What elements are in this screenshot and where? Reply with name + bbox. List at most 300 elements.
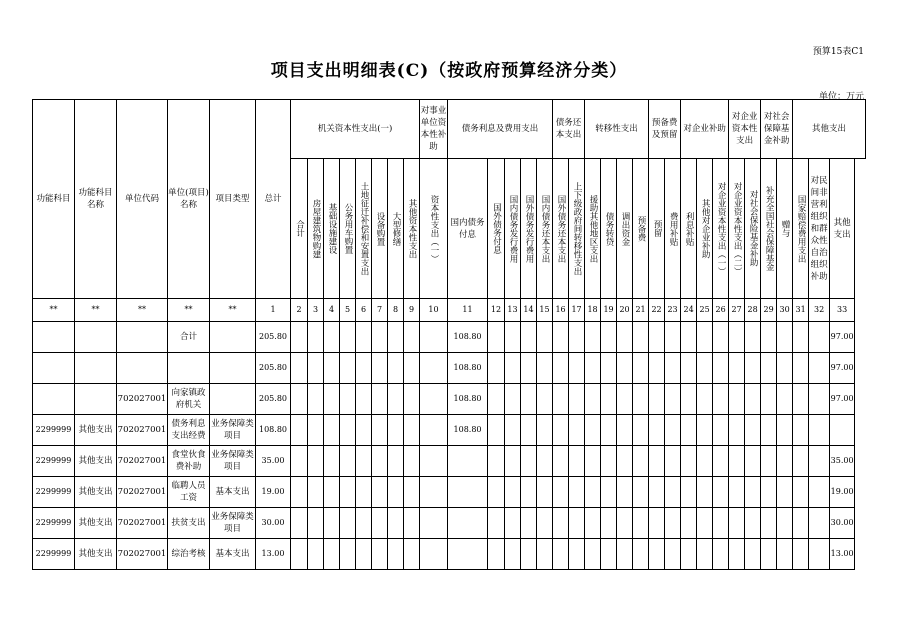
- index-cell: 26: [713, 299, 729, 322]
- cell-func-subject: [33, 322, 75, 353]
- header-c23: 费用补贴: [665, 159, 681, 299]
- cell-c16: [553, 384, 569, 415]
- cell-c28: [745, 477, 761, 508]
- index-cell: **: [33, 299, 75, 322]
- cell-c30: [777, 477, 793, 508]
- cell-project-type: [210, 353, 256, 384]
- cell-c13: [505, 384, 521, 415]
- cell-c31: [793, 384, 809, 415]
- cell-c25: [697, 508, 713, 539]
- cell-c2: [291, 508, 308, 539]
- cell-total: 108.80: [256, 415, 291, 446]
- cell-c28: [745, 353, 761, 384]
- cell-c19: [601, 353, 617, 384]
- cell-unit-project-name: 食堂伙食费补助: [168, 446, 210, 477]
- header-c31: 国家赔偿费用支出: [793, 159, 809, 299]
- cell-c31: [793, 353, 809, 384]
- cell-c33: 30.00: [830, 508, 855, 539]
- header-func-subject-name: 功能科目名称: [75, 100, 117, 299]
- cell-c9: [404, 508, 420, 539]
- cell-c13: [505, 477, 521, 508]
- cell-c24: [681, 446, 697, 477]
- cell-unit-project-name: 综治考核: [168, 539, 210, 570]
- header-group-reserve: 预备费及预留: [649, 100, 681, 159]
- index-cell: 16: [553, 299, 569, 322]
- cell-func-subject: 2299999: [33, 539, 75, 570]
- index-cell: 19: [601, 299, 617, 322]
- header-project-type: 项目类型: [210, 100, 256, 299]
- cell-c2: [291, 446, 308, 477]
- cell-c6: [356, 322, 372, 353]
- cell-c33: 97.00: [830, 353, 855, 384]
- cell-c17: [569, 539, 585, 570]
- cell-c24: [681, 508, 697, 539]
- cell-c31: [793, 508, 809, 539]
- cell-total: 19.00: [256, 477, 291, 508]
- header-group-debt-interest: 债务利息及费用支出: [448, 100, 553, 159]
- cell-c21: [633, 508, 649, 539]
- header-c22: 预留: [649, 159, 665, 299]
- cell-c28: [745, 322, 761, 353]
- header-group-enterprise-capital: 对企业资本性支出: [729, 100, 761, 159]
- cell-c5: [340, 539, 356, 570]
- cell-c17: [569, 477, 585, 508]
- cell-c30: [777, 415, 793, 446]
- cell-c10: [420, 539, 448, 570]
- cell-c15: [537, 353, 553, 384]
- index-cell: 17: [569, 299, 585, 322]
- header-c24: 利息补贴: [681, 159, 697, 299]
- cell-c10: [420, 446, 448, 477]
- cell-c11: [448, 508, 488, 539]
- cell-c8: [388, 384, 404, 415]
- index-cell: 29: [761, 299, 777, 322]
- cell-total: 13.00: [256, 539, 291, 570]
- cell-c10: [420, 384, 448, 415]
- cell-c27: [729, 415, 745, 446]
- cell-c31: [793, 477, 809, 508]
- header-total: 总计: [256, 100, 291, 299]
- cell-c33: 19.00: [830, 477, 855, 508]
- cell-c2: [291, 322, 308, 353]
- cell-c9: [404, 539, 420, 570]
- cell-c15: [537, 539, 553, 570]
- cell-c29: [761, 539, 777, 570]
- cell-unit-code: [117, 322, 168, 353]
- cell-c7: [372, 508, 388, 539]
- cell-c19: [601, 446, 617, 477]
- cell-c7: [372, 415, 388, 446]
- cell-c23: [665, 539, 681, 570]
- cell-c30: [777, 539, 793, 570]
- cell-c22: [649, 539, 665, 570]
- cell-c3: [308, 322, 324, 353]
- header-c20: 调出资金: [617, 159, 633, 299]
- cell-c2: [291, 415, 308, 446]
- header-c6: 土地征迁补偿和安置支出: [356, 159, 372, 299]
- cell-c5: [340, 353, 356, 384]
- cell-c24: [681, 384, 697, 415]
- cell-c18: [585, 384, 601, 415]
- cell-c13: [505, 446, 521, 477]
- cell-c9: [404, 415, 420, 446]
- index-cell: 22: [649, 299, 665, 322]
- cell-c14: [521, 508, 537, 539]
- cell-c24: [681, 353, 697, 384]
- cell-c32: [809, 539, 830, 570]
- cell-c18: [585, 415, 601, 446]
- cell-c28: [745, 508, 761, 539]
- index-cell: 18: [585, 299, 601, 322]
- header-group-public-institution: 对事业单位资本性补助: [420, 100, 448, 159]
- header-c21: 预备费: [633, 159, 649, 299]
- cell-c14: [521, 477, 537, 508]
- cell-c32: [809, 415, 830, 446]
- cell-c6: [356, 384, 372, 415]
- cell-c27: [729, 477, 745, 508]
- header-c19: 债务转贷: [601, 159, 617, 299]
- cell-c10: [420, 508, 448, 539]
- index-cell: 20: [617, 299, 633, 322]
- header-c18: 援助其他地区支出: [585, 159, 601, 299]
- cell-c32: [809, 446, 830, 477]
- cell-c29: [761, 384, 777, 415]
- cell-c20: [617, 477, 633, 508]
- cell-c18: [585, 508, 601, 539]
- cell-c8: [388, 508, 404, 539]
- cell-c15: [537, 446, 553, 477]
- cell-c9: [404, 446, 420, 477]
- cell-c19: [601, 322, 617, 353]
- header-c3: 房屋建筑物购建: [308, 159, 324, 299]
- table-row: [33, 415, 866, 446]
- cell-total: 35.00: [256, 446, 291, 477]
- cell-c15: [537, 384, 553, 415]
- cell-func-subject: [33, 353, 75, 384]
- cell-c19: [601, 384, 617, 415]
- cell-c23: [665, 415, 681, 446]
- cell-c4: [324, 508, 340, 539]
- header-c13: 国内债务发行费用: [505, 159, 521, 299]
- cell-c20: [617, 415, 633, 446]
- table-row: [33, 508, 866, 539]
- cell-c24: [681, 322, 697, 353]
- cell-c16: [553, 446, 569, 477]
- cell-c13: [505, 415, 521, 446]
- cell-c15: [537, 322, 553, 353]
- cell-c14: [521, 322, 537, 353]
- cell-c4: [324, 384, 340, 415]
- cell-c12: [488, 415, 505, 446]
- cell-c6: [356, 508, 372, 539]
- cell-c19: [601, 477, 617, 508]
- cell-c17: [569, 384, 585, 415]
- cell-c21: [633, 384, 649, 415]
- cell-c12: [488, 508, 505, 539]
- cell-c27: [729, 322, 745, 353]
- cell-c33: 97.00: [830, 322, 855, 353]
- cell-c25: [697, 384, 713, 415]
- cell-project-type: 业务保障类项目: [210, 508, 256, 539]
- cell-c33: [830, 415, 855, 446]
- cell-c26: [713, 539, 729, 570]
- header-c16: 国外债务还本支出: [553, 159, 569, 299]
- cell-project-type: [210, 384, 256, 415]
- page-title: 项目支出明细表(C)（按政府预算经济分类）: [270, 61, 628, 81]
- cell-c33: 35.00: [830, 446, 855, 477]
- cell-c5: [340, 322, 356, 353]
- cell-c4: [324, 415, 340, 446]
- header-c25: 其他对企业补助: [697, 159, 713, 299]
- cell-c17: [569, 446, 585, 477]
- cell-func-subject: 2299999: [33, 508, 75, 539]
- cell-unit-project-name: 临聘人员工资: [168, 477, 210, 508]
- cell-c32: [809, 508, 830, 539]
- cell-c4: [324, 477, 340, 508]
- cell-c24: [681, 415, 697, 446]
- cell-c16: [553, 539, 569, 570]
- cell-c30: [777, 508, 793, 539]
- cell-c3: [308, 384, 324, 415]
- header-c17: 上下级政府间转移性支出: [569, 159, 585, 299]
- cell-c9: [404, 384, 420, 415]
- cell-c11: [448, 477, 488, 508]
- cell-c20: [617, 384, 633, 415]
- cell-unit-project-name: 债务利息支出经费: [168, 415, 210, 446]
- cell-c11: [448, 446, 488, 477]
- cell-c10: [420, 353, 448, 384]
- index-row: [33, 299, 866, 322]
- cell-c2: [291, 539, 308, 570]
- cell-c29: [761, 477, 777, 508]
- cell-unit-project-name: 扶贫支出: [168, 508, 210, 539]
- cell-c7: [372, 322, 388, 353]
- cell-unit-code: 702027001: [117, 477, 168, 508]
- cell-c20: [617, 539, 633, 570]
- cell-c23: [665, 477, 681, 508]
- index-cell: 21: [633, 299, 649, 322]
- cell-c12: [488, 539, 505, 570]
- cell-c27: [729, 508, 745, 539]
- cell-c21: [633, 539, 649, 570]
- index-cell: 5: [340, 299, 356, 322]
- index-cell: **: [168, 299, 210, 322]
- cell-c4: [324, 446, 340, 477]
- header-c8: 大型修缮: [388, 159, 404, 299]
- cell-c19: [601, 415, 617, 446]
- unit-label: 单位：万元: [818, 92, 864, 102]
- cell-c18: [585, 322, 601, 353]
- cell-c10: [420, 415, 448, 446]
- header-c15: 国内债务还本支出: [537, 159, 553, 299]
- cell-c14: [521, 539, 537, 570]
- header-c27: 对企业资本性支出（二）: [729, 159, 745, 299]
- header-c9: 其他资本性支出: [404, 159, 420, 299]
- header-c11: 国内债务付息: [448, 159, 488, 299]
- cell-total: 205.80: [256, 353, 291, 384]
- cell-c24: [681, 477, 697, 508]
- cell-project-type: 业务保障类项目: [210, 446, 256, 477]
- cell-c16: [553, 353, 569, 384]
- header-group-transfer: 转移性支出: [585, 100, 649, 159]
- cell-c26: [713, 477, 729, 508]
- cell-c26: [713, 508, 729, 539]
- cell-c15: [537, 477, 553, 508]
- cell-unit-code: 702027001: [117, 446, 168, 477]
- cell-c20: [617, 508, 633, 539]
- cell-c5: [340, 415, 356, 446]
- cell-c23: [665, 322, 681, 353]
- cell-c18: [585, 446, 601, 477]
- cell-c13: [505, 508, 521, 539]
- cell-c20: [617, 446, 633, 477]
- index-cell: 33: [830, 299, 855, 322]
- cell-c25: [697, 322, 713, 353]
- header-group-enterprise-subsidy: 对企业补助: [681, 100, 729, 159]
- cell-c29: [761, 508, 777, 539]
- cell-c12: [488, 446, 505, 477]
- cell-c33: 13.00: [830, 539, 855, 570]
- header-c32: 对民间非营利组织和群众性自治组织补助: [809, 159, 830, 299]
- cell-c9: [404, 322, 420, 353]
- cell-c19: [601, 539, 617, 570]
- cell-c22: [649, 508, 665, 539]
- cell-c26: [713, 353, 729, 384]
- header-c30: 赠与: [777, 159, 793, 299]
- header-group-other: 其他支出: [793, 100, 866, 159]
- cell-c16: [553, 415, 569, 446]
- cell-c9: [404, 477, 420, 508]
- index-cell: 2: [291, 299, 308, 322]
- cell-c14: [521, 353, 537, 384]
- table-row: [33, 539, 866, 570]
- cell-project-type: 基本支出: [210, 477, 256, 508]
- cell-c31: [793, 322, 809, 353]
- cell-c3: [308, 539, 324, 570]
- cell-func-subject-name: [75, 384, 117, 415]
- cell-c21: [633, 477, 649, 508]
- cell-c23: [665, 508, 681, 539]
- cell-c27: [729, 384, 745, 415]
- index-cell: **: [117, 299, 168, 322]
- cell-c25: [697, 446, 713, 477]
- header-row-1: [33, 100, 866, 159]
- cell-c12: [488, 384, 505, 415]
- cell-c2: [291, 477, 308, 508]
- cell-c32: [809, 322, 830, 353]
- index-cell: 23: [665, 299, 681, 322]
- cell-c23: [665, 353, 681, 384]
- index-cell: 32: [809, 299, 830, 322]
- cell-func-subject: 2299999: [33, 415, 75, 446]
- cell-c30: [777, 322, 793, 353]
- cell-c21: [633, 322, 649, 353]
- cell-c26: [713, 384, 729, 415]
- cell-c11: 108.80: [448, 353, 488, 384]
- cell-c26: [713, 446, 729, 477]
- index-cell: 28: [745, 299, 761, 322]
- cell-c7: [372, 384, 388, 415]
- cell-c3: [308, 508, 324, 539]
- cell-c29: [761, 322, 777, 353]
- cell-func-subject-name: 其他支出: [75, 446, 117, 477]
- cell-unit-code: 702027001: [117, 508, 168, 539]
- cell-c3: [308, 477, 324, 508]
- index-cell: 4: [324, 299, 340, 322]
- cell-c12: [488, 322, 505, 353]
- index-cell: 24: [681, 299, 697, 322]
- index-cell: 11: [448, 299, 488, 322]
- cell-c17: [569, 353, 585, 384]
- cell-c3: [308, 415, 324, 446]
- cell-unit-code: 702027001: [117, 384, 168, 415]
- cell-c16: [553, 508, 569, 539]
- cell-c29: [761, 446, 777, 477]
- cell-unit-project-name: [168, 353, 210, 384]
- cell-c28: [745, 384, 761, 415]
- cell-func-subject-name: 其他支出: [75, 539, 117, 570]
- cell-c7: [372, 353, 388, 384]
- cell-c25: [697, 539, 713, 570]
- index-cell: 27: [729, 299, 745, 322]
- header-c33: 其他支出: [830, 159, 855, 299]
- cell-unit-code: [117, 353, 168, 384]
- cell-func-subject: 2299999: [33, 446, 75, 477]
- cell-c26: [713, 415, 729, 446]
- header-c4: 基础设施建设: [324, 159, 340, 299]
- cell-c20: [617, 353, 633, 384]
- form-code: 预算15表C1: [812, 47, 864, 57]
- header-c5: 公务用车购置: [340, 159, 356, 299]
- index-cell: **: [75, 299, 117, 322]
- data-body: [33, 322, 866, 570]
- cell-c17: [569, 508, 585, 539]
- cell-c6: [356, 539, 372, 570]
- cell-c8: [388, 415, 404, 446]
- cell-c6: [356, 415, 372, 446]
- header-group-capital-1: 机关资本性支出(一): [291, 100, 420, 159]
- header-group-social-security: 对社会保障基金补助: [761, 100, 793, 159]
- cell-c12: [488, 477, 505, 508]
- cell-func-subject-name: 其他支出: [75, 415, 117, 446]
- cell-c8: [388, 477, 404, 508]
- table-row: [33, 446, 866, 477]
- cell-c30: [777, 384, 793, 415]
- cell-c4: [324, 539, 340, 570]
- cell-c2: [291, 353, 308, 384]
- header-c10: 资本性支出（一）: [420, 159, 448, 299]
- cell-c27: [729, 353, 745, 384]
- cell-c9: [404, 353, 420, 384]
- header-func-subject: 功能科目: [33, 100, 75, 299]
- table-row: [33, 477, 866, 508]
- cell-c22: [649, 477, 665, 508]
- header-c12: 国外债务付息: [488, 159, 505, 299]
- cell-c22: [649, 384, 665, 415]
- cell-c27: [729, 446, 745, 477]
- cell-c15: [537, 508, 553, 539]
- cell-total: 205.80: [256, 322, 291, 353]
- cell-c8: [388, 446, 404, 477]
- cell-c17: [569, 415, 585, 446]
- cell-c28: [745, 539, 761, 570]
- index-cell: 6: [356, 299, 372, 322]
- index-cell: 10: [420, 299, 448, 322]
- cell-c4: [324, 322, 340, 353]
- cell-c17: [569, 322, 585, 353]
- cell-c21: [633, 415, 649, 446]
- cell-c5: [340, 477, 356, 508]
